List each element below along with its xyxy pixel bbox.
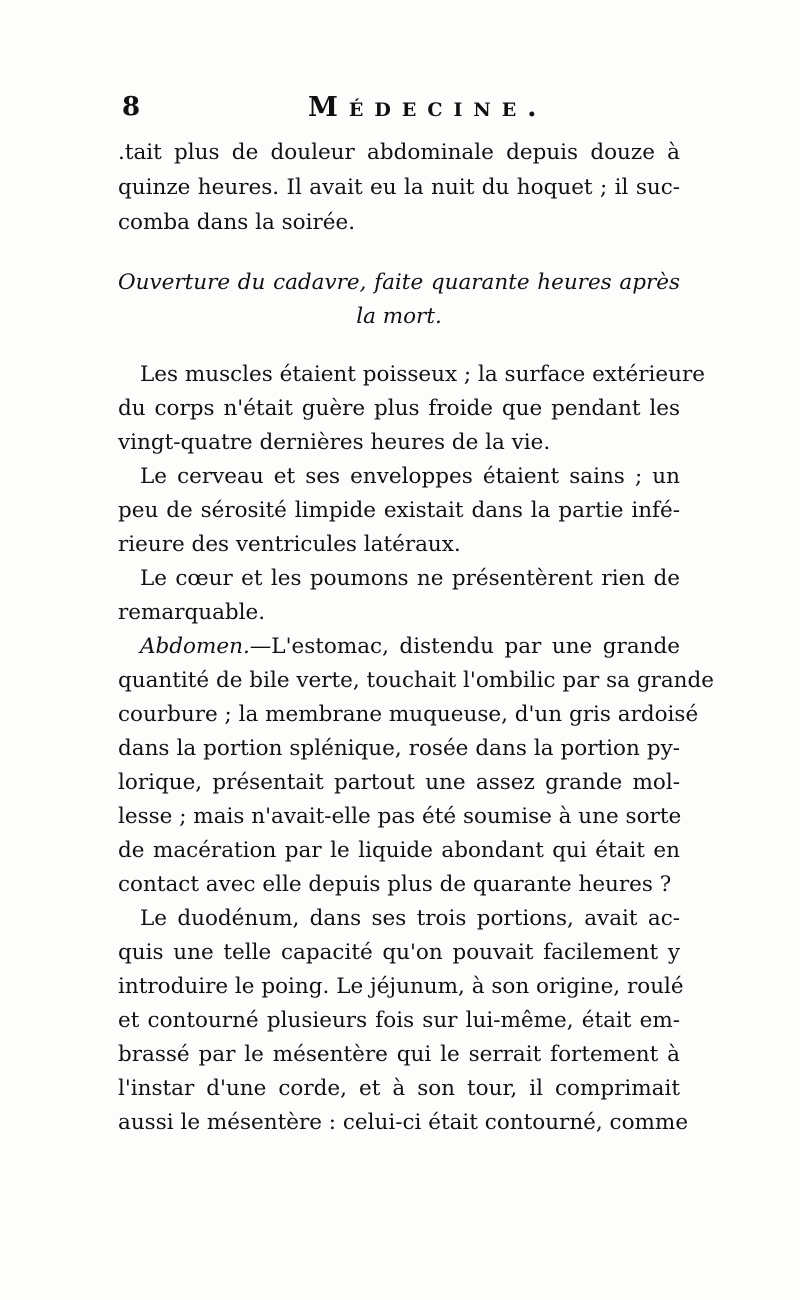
text-line: dans la portion splénique, rosée dans la portion py- xyxy=(118,736,680,761)
text-line: comba dans la soirée. xyxy=(118,210,356,235)
text-line: vingt-quatre dernières heures de la vie. xyxy=(118,430,551,455)
page-number: 8 xyxy=(122,92,141,122)
text-line: Les muscles étaient poisseux ; la surface extérieure xyxy=(140,362,706,387)
text-line: Le duodénum, dans ses trois portions, avait ac- xyxy=(140,906,680,931)
text-line: .tait plus de douleur abdominale depuis douze à xyxy=(118,140,680,165)
text-line: brassé par le mésentère qui le serrait fortement à xyxy=(118,1042,680,1067)
text-line: —L'estomac, distendu par une grande xyxy=(249,634,680,659)
text-line: aussi le mésentère : celui-ci était contourné, comme xyxy=(118,1110,689,1135)
abdomen-label: Abdomen. xyxy=(140,634,250,659)
text-line: contact avec elle depuis plus de quarante heures ? xyxy=(118,872,672,897)
text-line: quantité de bile verte, touchait l'ombilic par sa grande xyxy=(118,668,715,693)
text-line: Le cœur et les poumons ne présentèrent rien de xyxy=(140,566,680,591)
running-head: Médecine. xyxy=(308,92,548,123)
page-header xyxy=(118,92,678,126)
text-line: et contourné plusieurs fois sur lui-même, était em- xyxy=(118,1008,680,1033)
text-line: Le cerveau et ses enveloppes étaient sains ; un xyxy=(140,464,680,489)
text-line: lesse ; mais n'avait-elle pas été soumise à une sorte xyxy=(118,804,682,829)
text-line: l'instar d'une corde, et à son tour, il comprimait xyxy=(118,1076,680,1101)
abdomen-line xyxy=(118,632,680,662)
text-line: peu de sérosité limpide existait dans la partie infé- xyxy=(118,498,680,523)
text-line: quis une telle capacité qu'on pouvait facilement y xyxy=(118,940,680,965)
section-heading-line: la mort. xyxy=(356,304,442,329)
text-line: remarquable. xyxy=(118,600,266,625)
text-line: rieure des ventricules latéraux. xyxy=(118,532,461,557)
text-line: quinze heures. Il avait eu la nuit du hoquet ; il suc- xyxy=(118,175,680,200)
text-line: introduire le poing. Le jéjunum, à son origine, roulé xyxy=(118,974,684,999)
text-line: lorique, présentait partout une assez grande mol- xyxy=(118,770,680,795)
text-line: de macération par le liquide abondant qui était en xyxy=(118,838,680,863)
text-line: du corps n'était guère plus froide que pendant les xyxy=(118,396,680,421)
text-line: courbure ; la membrane muqueuse, d'un gris ardoisé xyxy=(118,702,699,727)
section-heading-line: Ouverture du cadavre, faite quarante heures après xyxy=(118,270,680,295)
